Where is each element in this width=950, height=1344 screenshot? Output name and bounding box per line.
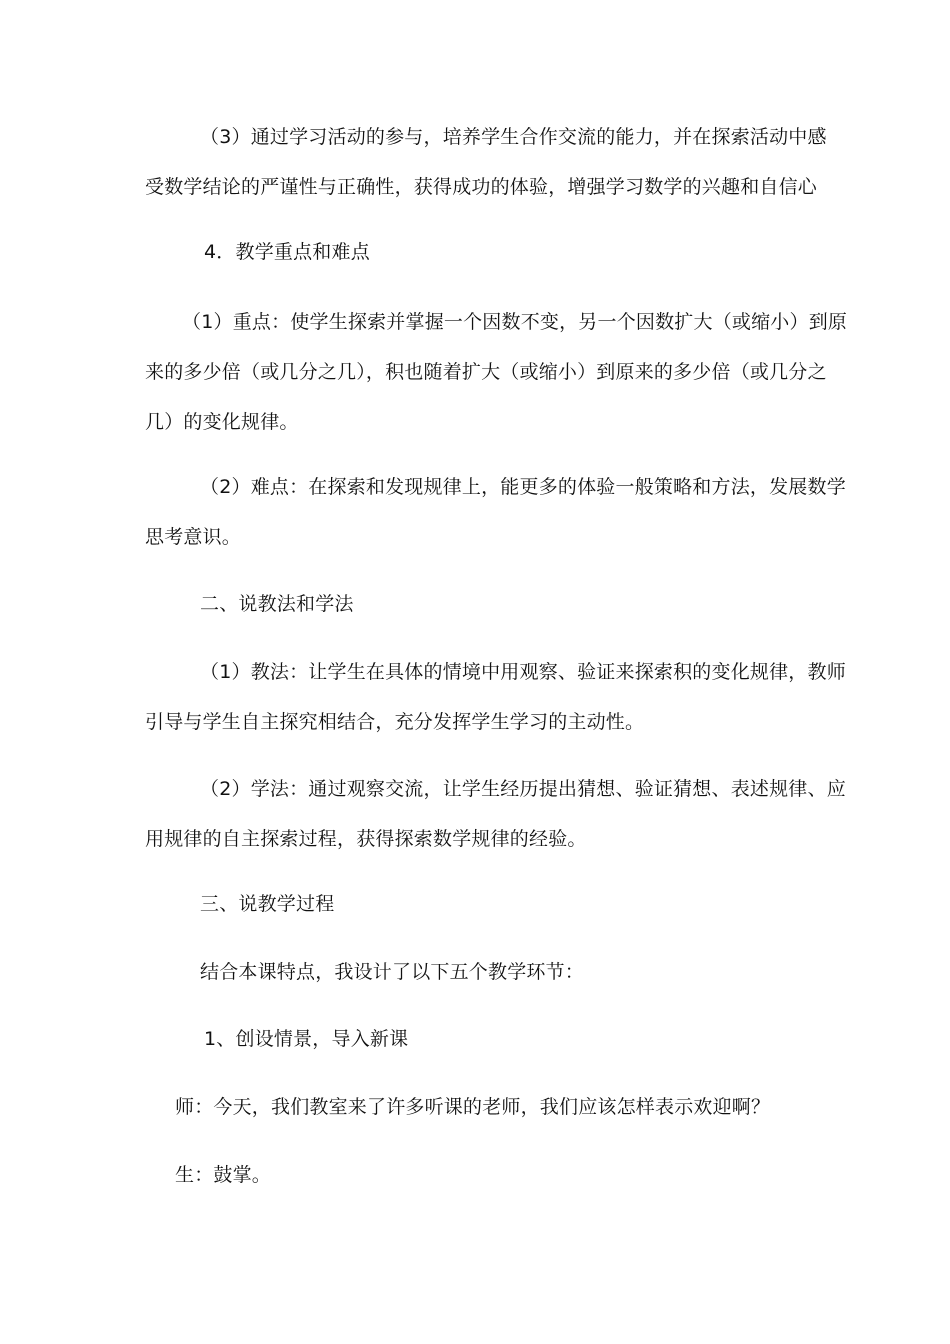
paragraph-line: 受数学结论的严谨性与正确性，获得成功的体验，增强学习数学的兴趣和自信心 <box>145 176 818 198</box>
paragraph-line: 来的多少倍（或几分之几），积也随着扩大（或缩小）到原来的多少倍（或几分之 <box>145 361 827 383</box>
paragraph-line: （2）难点：在探索和发现规律上，能更多的体验一般策略和方法，发展数学 <box>200 476 846 498</box>
paragraph-line: （1）教法：让学生在具体的情境中用观察、验证来探索积的变化规律，教师 <box>200 661 846 683</box>
section-heading: 4．教学重点和难点 <box>204 241 370 263</box>
paragraph-line: （3）通过学习活动的参与，培养学生合作交流的能力，并在探索活动中感 <box>200 126 827 148</box>
paragraph-line: 结合本课特点，我设计了以下五个教学环节： <box>200 961 585 983</box>
dialogue-line: 师：今天，我们教室来了许多听课的老师，我们应该怎样表示欢迎啊？ <box>175 1096 771 1118</box>
paragraph-line: 引导与学生自主探究相结合，充分发挥学生学习的主动性。 <box>145 711 645 733</box>
paragraph-line: （2）学法：通过观察交流，让学生经历提出猜想、验证猜想、表述规律、应 <box>200 778 846 800</box>
section-heading: 1、创设情景，导入新课 <box>204 1028 409 1050</box>
section-heading: 二、说教法和学法 <box>200 593 354 615</box>
paragraph-line: 几）的变化规律。 <box>145 411 299 433</box>
paragraph-line: （1）重点：使学生探索并掌握一个因数不变，另一个因数扩大（或缩小）到原 <box>182 311 848 333</box>
paragraph-line: 思考意识。 <box>145 526 242 548</box>
section-heading: 三、说教学过程 <box>200 893 335 915</box>
dialogue-line: 生：鼓掌。 <box>175 1164 272 1186</box>
paragraph-line: 用规律的自主探索过程，获得探索数学规律的经验。 <box>145 828 587 850</box>
